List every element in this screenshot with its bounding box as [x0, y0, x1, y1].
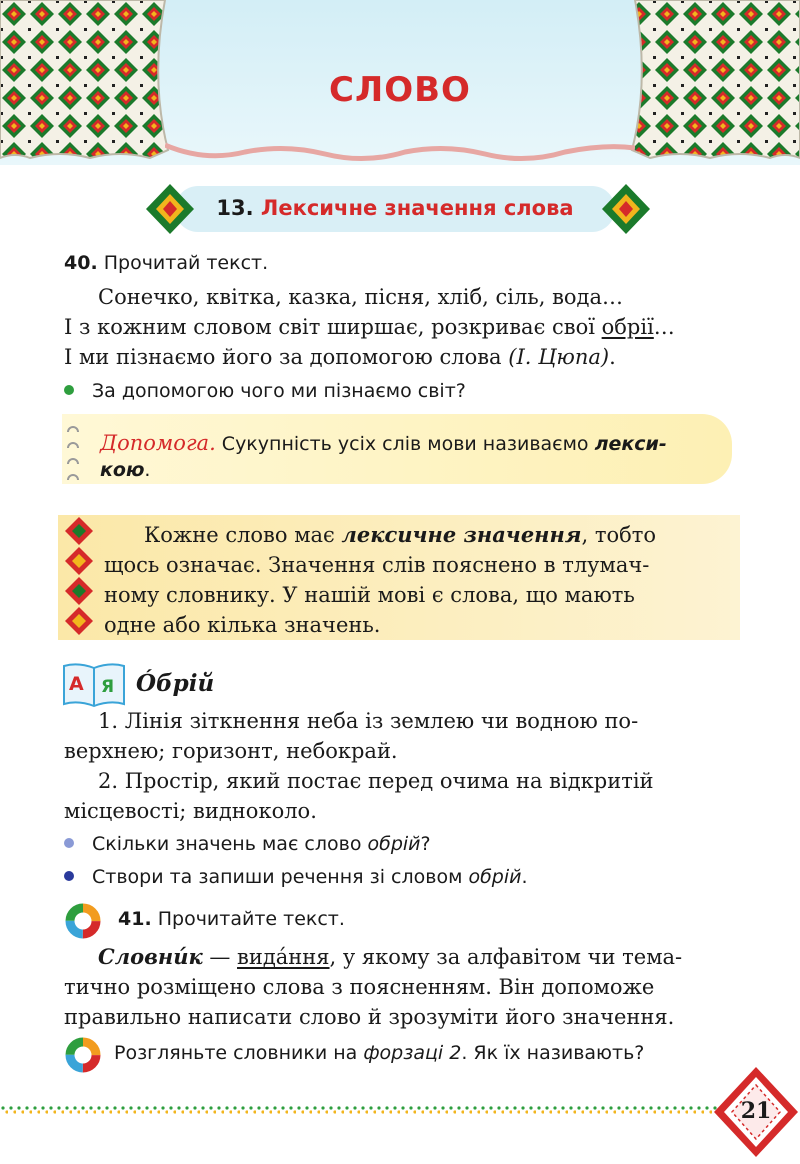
- question-item: За допомогою чого ми пізнаємо світ?: [64, 380, 466, 402]
- question-item: Скільки значень має слово обрій?: [64, 833, 431, 855]
- text-line: одне або кілька значень.: [104, 613, 381, 637]
- task-instruction: Прочитайте текст.: [157, 908, 345, 930]
- dictionary-book-icon: [60, 660, 128, 708]
- underlined-word: обрії: [601, 315, 654, 339]
- definition-line: 2. Простір, який постає перед очима на відкритій: [98, 769, 654, 793]
- question-item: Розгляньте словники на форзаці 2. Як їх називають?: [114, 1042, 645, 1064]
- definition-line: верхнею; горизонт, небокрай.: [64, 739, 398, 763]
- bullet-icon: [64, 385, 74, 395]
- bullet-icon: [64, 838, 74, 848]
- text-line: Сонечко, квітка, казка, пісня, хліб, сіль, вода…: [98, 285, 623, 309]
- definition-line: місцевості; видноколо.: [64, 799, 317, 823]
- help-label: Допомога.: [100, 431, 216, 455]
- text-line: тично розміщено слова з поясненням. Він допоможе: [64, 975, 655, 999]
- task-number: 40.: [64, 252, 98, 274]
- page-number-badge: [712, 1065, 800, 1160]
- bullet-icon: [64, 871, 74, 881]
- lesson-banner: [175, 186, 615, 232]
- help-text: Допомога. Сукупність усіх слів мови називаємо лекси-: [100, 431, 667, 455]
- lesson-number: 13.: [216, 196, 254, 220]
- text-line: Словнúк — видáння, у якому за алфавітом чи тема-: [98, 944, 683, 969]
- task-40-text: [64, 282, 734, 372]
- text-line: Кожне слово має лексичне значення, тобто: [144, 522, 657, 547]
- text-line: І з кожним словом світ ширшає, розкриває свої обрії…: [64, 315, 675, 339]
- binder-rings-icon: [66, 420, 80, 486]
- task-40-header: [64, 252, 268, 274]
- icon-letter-ya: Я: [101, 677, 115, 697]
- author: (І. Цюпа): [508, 345, 610, 369]
- task-41-header: [118, 908, 345, 930]
- page-number: 21: [740, 1098, 772, 1124]
- task-instruction: Прочитай текст.: [103, 252, 269, 274]
- text-line: І ми пізнаємо його за допомогою слова (І. Цюпа).: [64, 345, 616, 369]
- banner-ornament-left-icon: [140, 180, 200, 238]
- ornament-strip-icon: [62, 515, 96, 640]
- header-pink-curve: [165, 140, 635, 170]
- group-work-icon: [64, 902, 102, 940]
- text-line: ному словнику. У нашій мові є слова, що мають: [104, 583, 635, 607]
- icon-letter-a: А: [69, 673, 84, 695]
- definition-line: 1. Лінія зіткнення неба із землею чи водною по-: [98, 709, 639, 733]
- rule-text: [104, 520, 729, 640]
- text-line: правильно написати слово й зрозуміти його значення.: [64, 1005, 675, 1029]
- question-item: Створи та запиши речення зі словом обрій.: [64, 866, 528, 888]
- text-line: щось означає. Значення слів пояснено в тлумач-: [104, 553, 650, 577]
- group-work-icon: [64, 1036, 102, 1074]
- dictionary-definitions: [64, 706, 734, 826]
- page-title: СЛОВО: [329, 70, 471, 110]
- lesson-title: Лексичне значення слова: [260, 196, 574, 220]
- dictionary-headword: Óбрій: [136, 670, 215, 697]
- footer-ornament-line: [0, 1104, 720, 1116]
- task-41-text: [64, 942, 734, 1032]
- help-text-end: кою.: [100, 459, 151, 481]
- key-term: Словнúк: [98, 944, 203, 969]
- task-number: 41.: [118, 908, 152, 930]
- key-term: лексичне значення: [341, 522, 582, 547]
- banner-ornament-right-icon: [596, 180, 656, 238]
